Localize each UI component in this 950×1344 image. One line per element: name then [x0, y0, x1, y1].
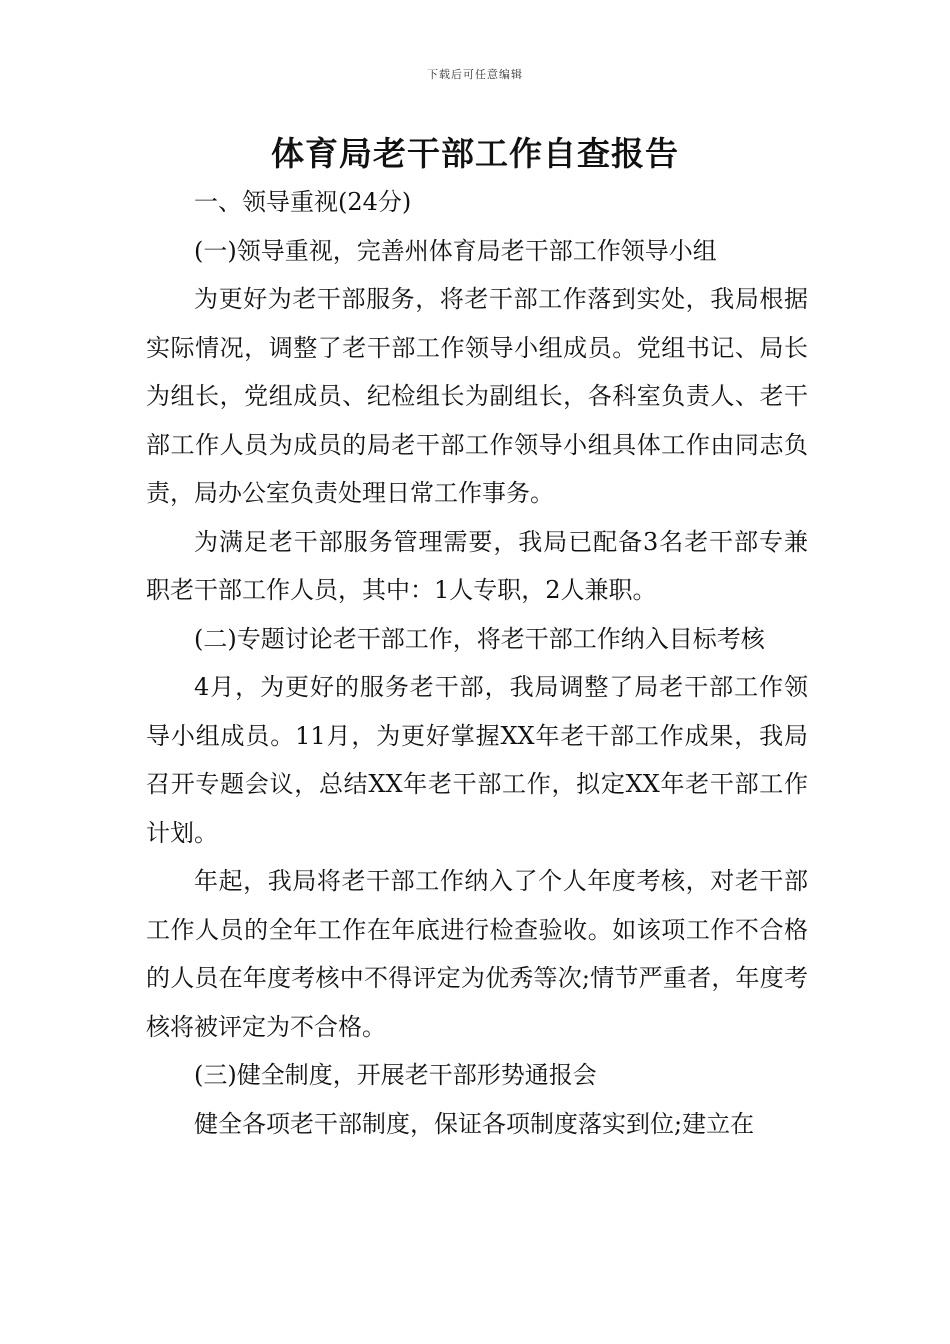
body-paragraph: 年起，我局将老干部工作纳入了个人年度考核，对老干部工作人员的全年工作在年底进行检查验收。如该项工作不合格的人员在年度考核中不得评定为优秀等次;情节严重者，年度考核将被评定为不合格。: [146, 867, 808, 1041]
body-paragraph: 为满足老干部服务管理需要，我局已配备3名老干部专兼职老干部工作人员，其中：1人专职，2人兼职。: [146, 527, 808, 604]
subsection-heading: (一)领导重视，完善州体育局老干部工作领导小组: [194, 236, 717, 265]
subsection-heading: (三)健全制度，开展老干部形势通报会: [194, 1061, 597, 1089]
section-heading: 一、领导重视(24分): [194, 188, 412, 216]
body-paragraph: 4月，为更好的服务老干部，我局调整了局老干部工作领导小组成员。11月，为更好掌握XX年老干部工作成果，我局召开专题会议，总结XX年老干部工作，拟定XX年老干部工作计划。: [146, 673, 808, 847]
body-paragraph: 为更好为老干部服务，将老干部工作落到实处，我局根据实际情况，调整了老干部工作领导小组成员。党组书记、局长为组长，党组成员、纪检组长为副组长，各科室负责人、老干部工作人员为成员的局老干部工作领导小组具体工作由同志负责，局办公室负责处理日常工作事务。: [146, 285, 808, 507]
subsection-heading: (二)专题讨论老干部工作，将老干部工作纳入目标考核: [194, 624, 765, 653]
document-body: [146, 178, 808, 1148]
body-paragraph: 健全各项老干部制度，保证各项制度落实到位;建立在: [194, 1109, 755, 1138]
header-note: 下载后可任意编辑: [427, 68, 523, 81]
document-title: 体育局老干部工作自查报告: [271, 134, 679, 173]
